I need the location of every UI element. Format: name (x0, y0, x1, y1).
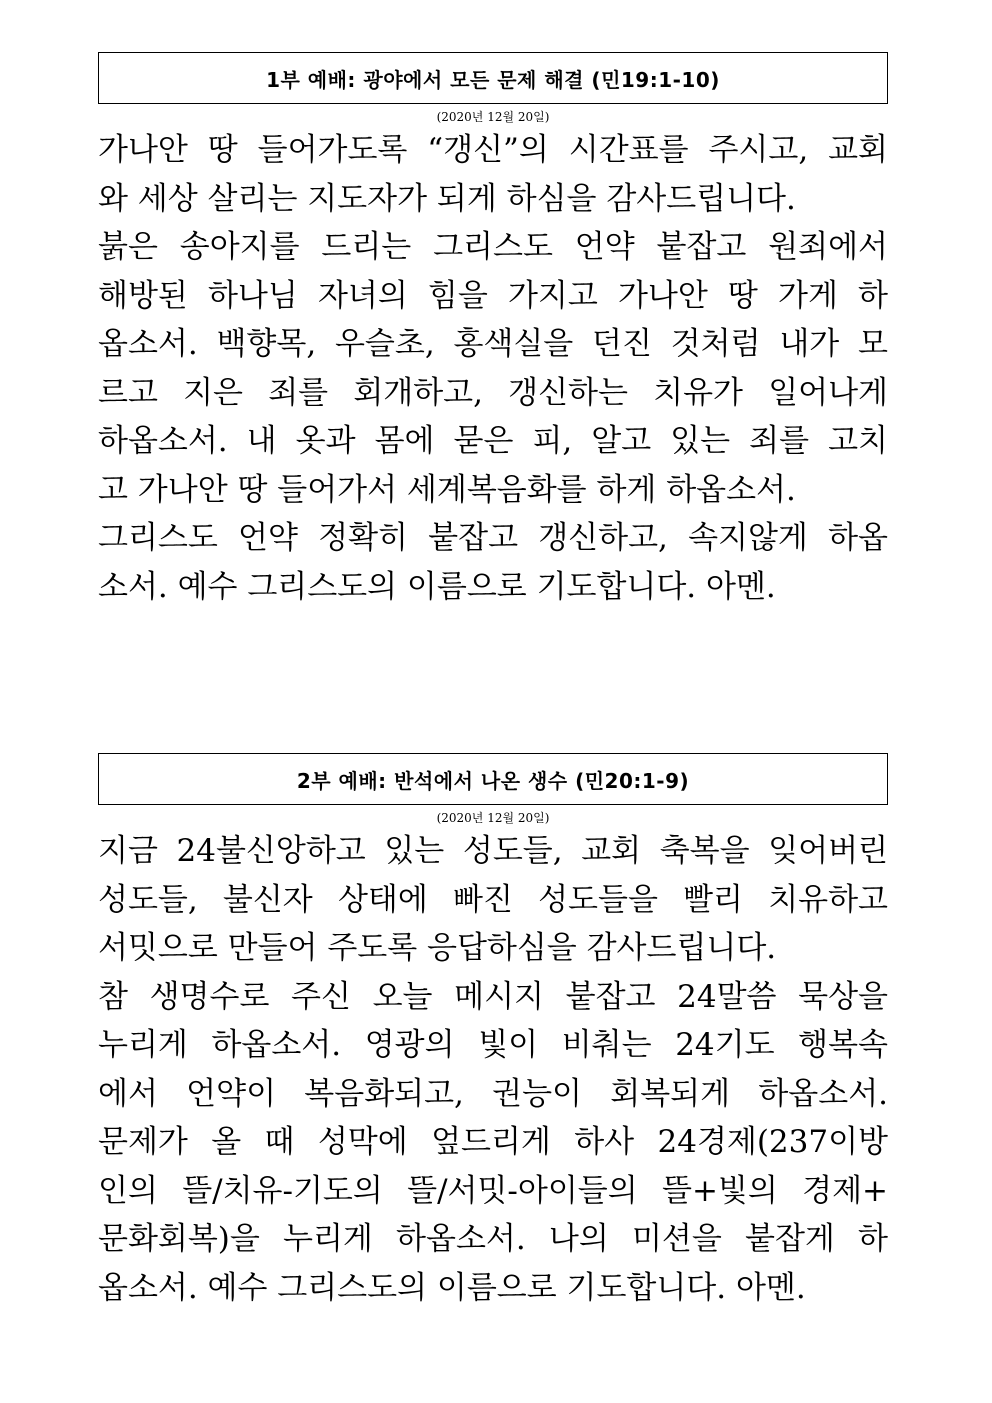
section-1-title-box (98, 52, 888, 104)
prayer-line: 그리스도 언약 정확히 붙잡고 갱신하고, 속지않게 하옵 (98, 520, 888, 556)
prayer-line: 문화회복)을 누리게 하옵소서. 나의 미션을 붙잡게 하 (98, 1221, 888, 1257)
prayer-line: 붉은 송아지를 드리는 그리스도 언약 붙잡고 원죄에서 (98, 229, 888, 265)
prayer-line: 소서. 예수 그리스도의 이름으로 기도합니다. 아멘. (98, 568, 776, 605)
section-2-date: (2020년 12월 20일) (436, 811, 550, 825)
section-1-date: (2020년 12월 20일) (436, 110, 550, 124)
prayer-line: 고 가나안 땅 들어가서 세계복음화를 하게 하옵소서. (98, 471, 796, 508)
prayer-line: 참 생명수로 주신 오늘 메시지 붙잡고 24말씀 묵상을 (98, 978, 888, 1015)
prayer-line: 옵소서. 예수 그리스도의 이름으로 기도합니다. 아멘. (98, 1269, 806, 1306)
prayer-line: 서밋으로 만들어 주도록 응답하심을 감사드립니다. (98, 930, 777, 966)
prayer-line: 누리게 하옵소서. 영광의 빛이 비춰는 24기도 행복속 (98, 1027, 888, 1063)
prayer-line: 지금 24불신앙하고 있는 성도들, 교회 축복을 잊어버린 (98, 833, 888, 869)
prayer-line: 옵소서. 백향목, 우슬초, 홍색실을 던진 것처럼 내가 모 (98, 326, 888, 362)
section-1 (98, 52, 888, 611)
prayer-line: 성도들, 불신자 상태에 빠진 성도들을 빨리 치유하고 (98, 881, 888, 918)
prayer-line: 문제가 올 때 성막에 엎드리게 하사 24경제(237이방 (98, 1124, 888, 1160)
prayer-line: 하옵소서. 내 옷과 몸에 묻은 피, 알고 있는 죄를 고치 (98, 423, 888, 459)
prayer-line: 르고 지은 죄를 회개하고, 갱신하는 치유가 일어나게 (98, 374, 888, 411)
prayer-line: 가나안 땅 들어가도록 “갱신”의 시간표를 주시고, 교회 (98, 132, 888, 168)
section-2-title: 2부 예배: 반석에서 나온 생수 (민20:1-9) (296, 768, 690, 793)
section-2-title-box (98, 753, 888, 805)
prayer-line: 에서 언약이 복음화되고, 권능이 회복되게 하옵소서. (98, 1075, 888, 1112)
section-2-prayer-text (98, 827, 888, 1312)
section-1-title: 1부 예배: 광야에서 모든 문제 해결 (민19:1-10) (266, 67, 720, 92)
prayer-line: 인의 뜰/치유-기도의 뜰/서밋-아이들의 뜰+빛의 경제+ (98, 1172, 888, 1209)
prayer-line: 해방된 하나님 자녀의 힘을 가지고 가나안 땅 가게 하 (98, 277, 888, 314)
section-1-prayer-text (98, 126, 888, 611)
prayer-line: 와 세상 살리는 지도자가 되게 하심을 감사드립니다. (98, 180, 796, 217)
section-2 (98, 753, 888, 1312)
